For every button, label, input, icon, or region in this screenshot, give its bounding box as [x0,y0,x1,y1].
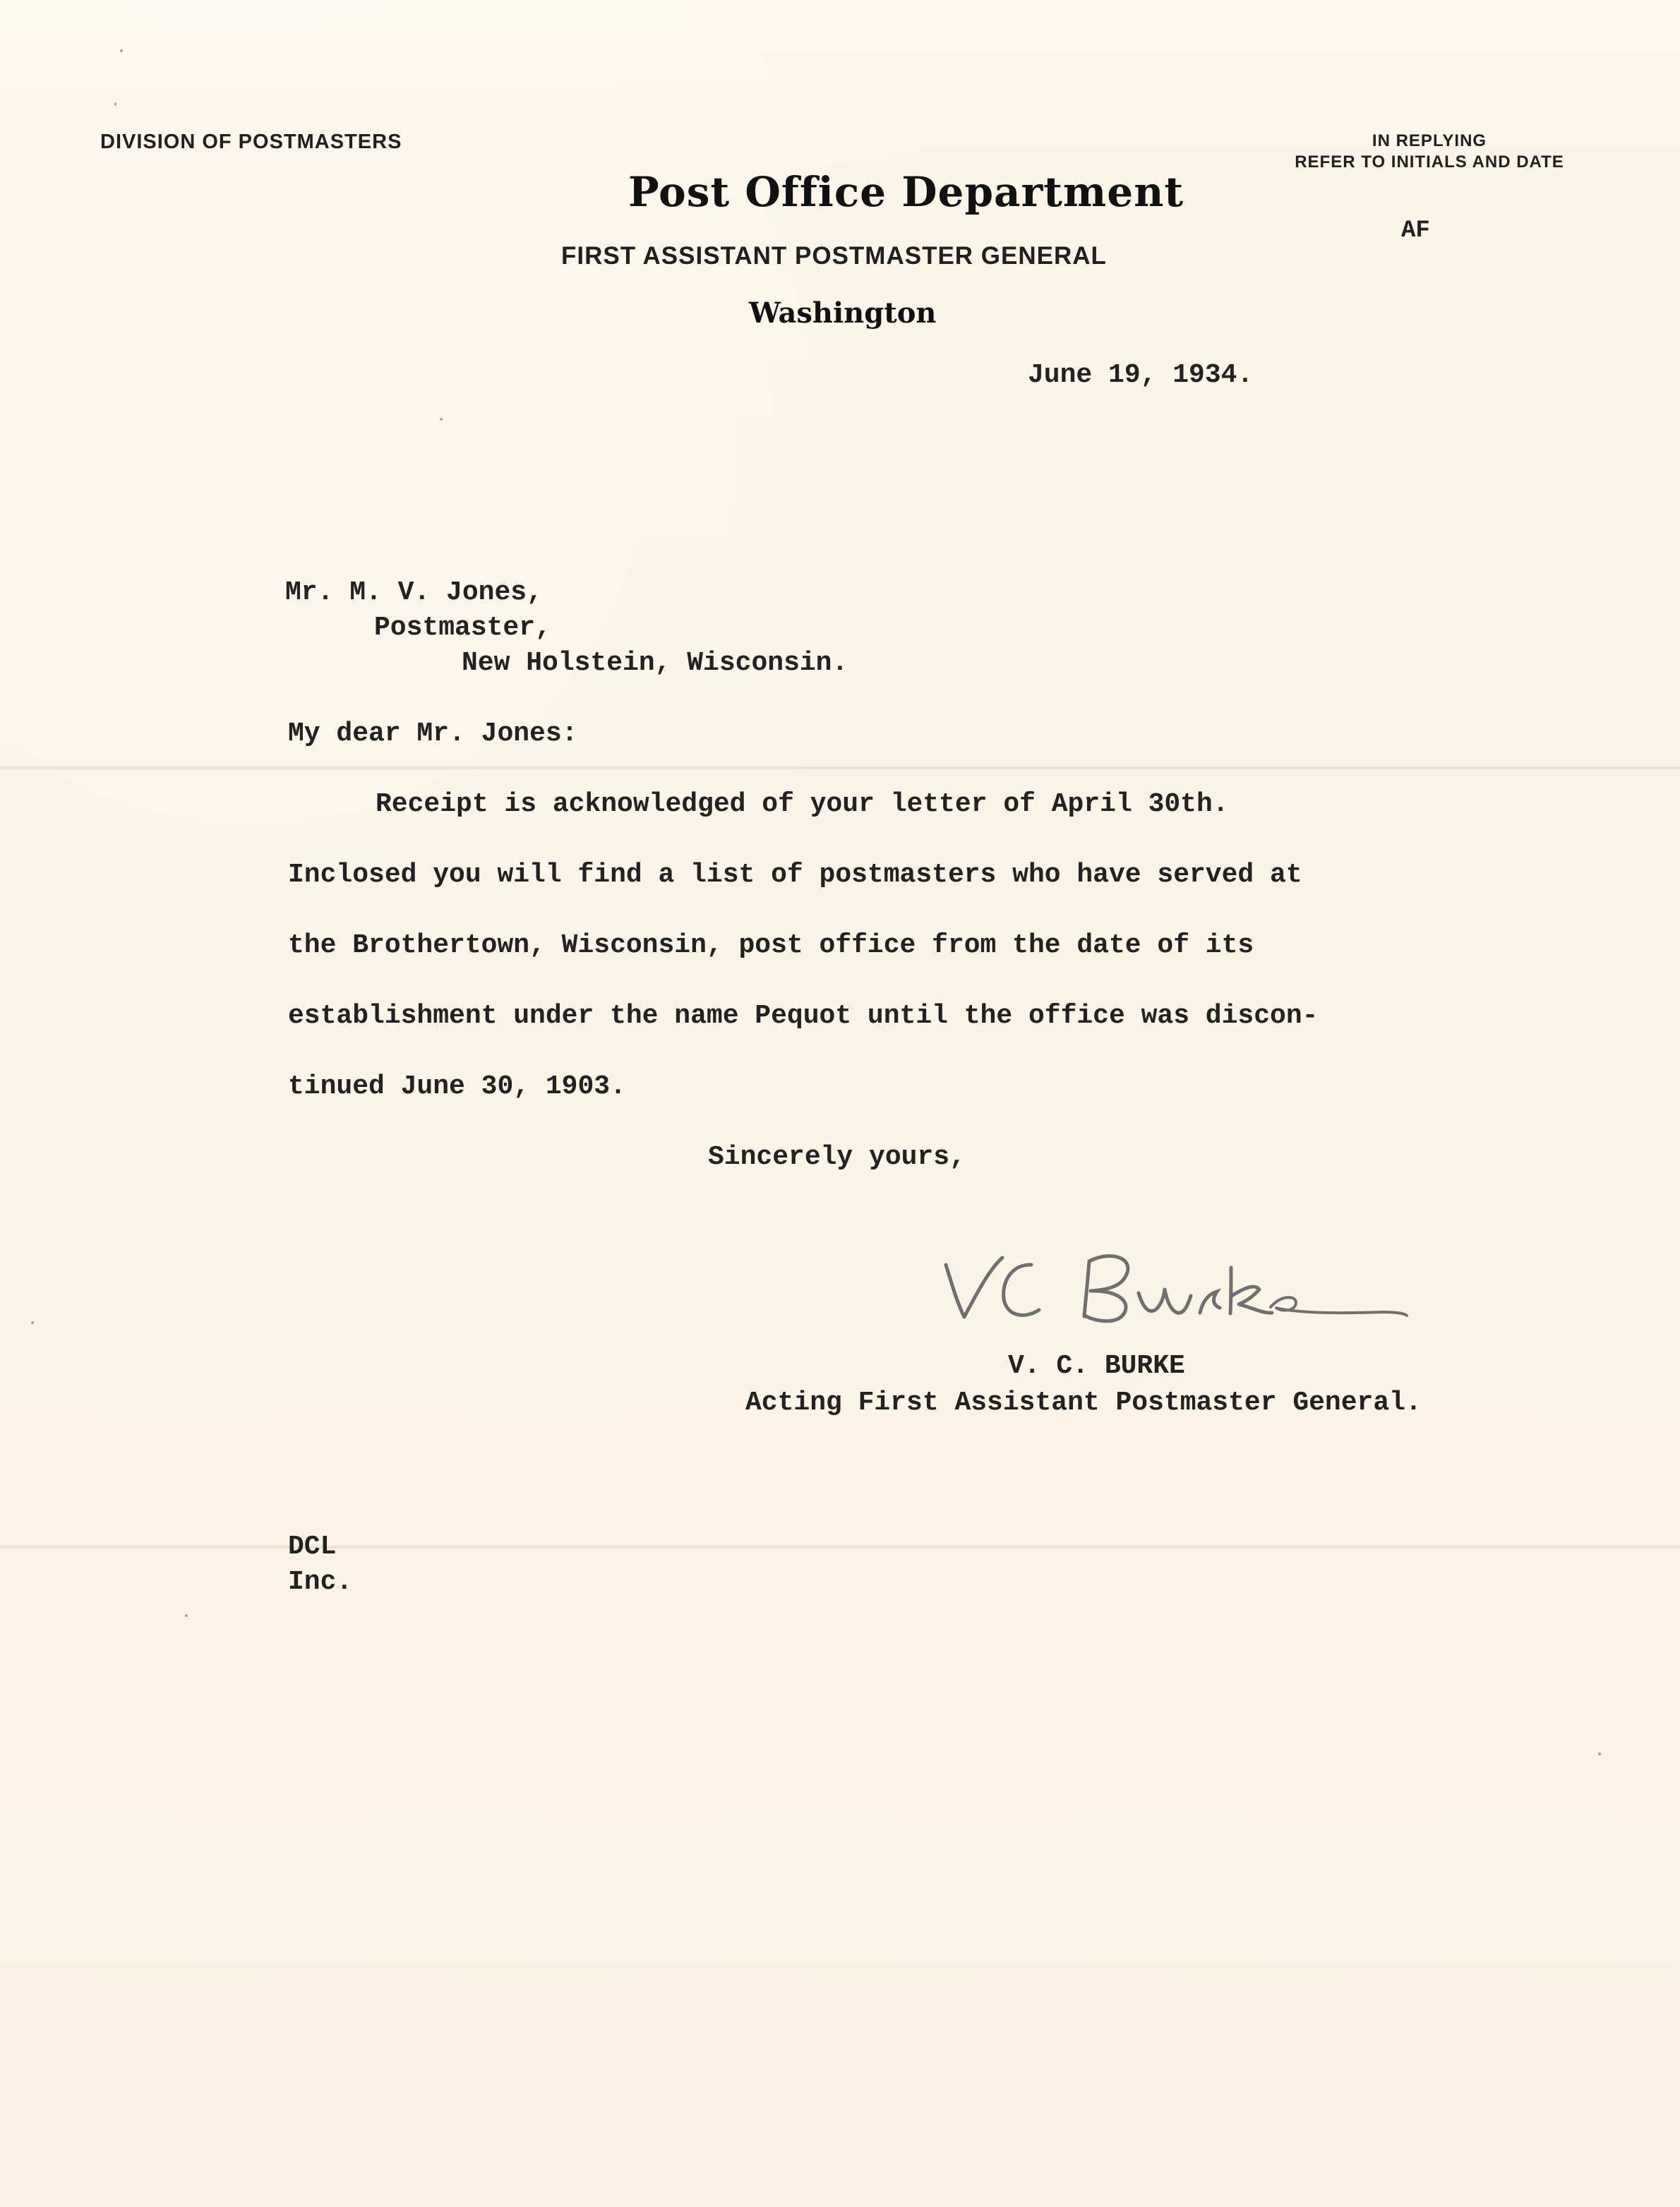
paper-speck [440,418,443,421]
salutation: My dear Mr. Jones: [288,718,578,749]
body-line: the Brothertown, Wisconsin, post office from the date of its [288,930,1254,961]
recipient-location: New Holstein, Wisconsin. [462,648,848,678]
body-line: Receipt is acknowledged of your letter of April 30th. [376,789,1229,819]
city-heading: Washington [749,296,937,330]
division-label: DIVISION OF POSTMASTERS [100,131,402,153]
typist-initials: DCL [288,1532,337,1562]
paper-speck [120,49,123,52]
department-heading: Post Office Department [628,168,1184,216]
typed-signer-name: V. C. BURKE [1008,1351,1185,1381]
handwritten-signature [911,1228,1419,1334]
recipient-title: Postmaster, [374,613,551,643]
recipient-name: Mr. M. V. Jones, [285,577,543,608]
body-line: Inclosed you will find a list of postmasters who have served at [288,860,1302,890]
closing: Sincerely yours, [708,1142,966,1172]
body-line: tinued June 30, 1903. [288,1071,626,1102]
reply-instruction-line1: IN REPLYING [1372,131,1487,150]
typed-signer-title: Acting First Assistant Postmaster General. [745,1388,1422,1418]
paper-fold [0,766,1680,769]
paper-speck [114,102,116,106]
body-line: establishment under the name Pequot until the office was discon- [288,1001,1319,1031]
paper-fold [0,1546,1680,1548]
enclosure-note: Inc. [288,1567,353,1597]
office-title: FIRST ASSISTANT POSTMASTER GENERAL [561,242,1107,270]
reference-initials: AF [1401,217,1430,244]
reply-instruction-line2: REFER TO INITIALS AND DATE [1295,152,1564,172]
paper-speck [185,1614,188,1617]
paper-speck [31,1321,34,1324]
paper-speck [1598,1752,1601,1755]
letter-date: June 19, 1934. [1028,360,1254,390]
